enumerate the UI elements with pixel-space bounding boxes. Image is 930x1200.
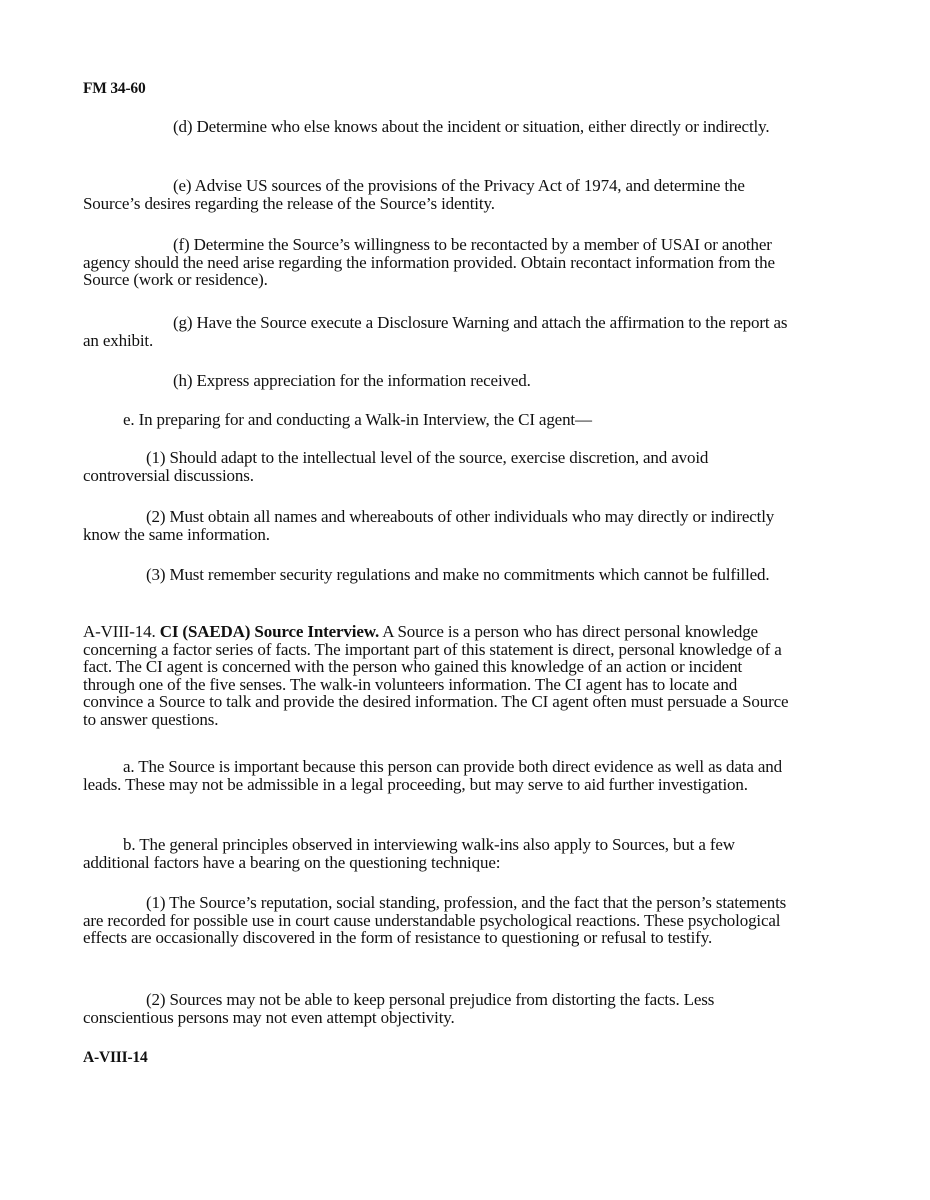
paragraph-e-privacy: (e) Advise US sources of the provisions of the Privacy Act of 1974, and determine the Source’s desires regarding the release of the Source’s identity. [83, 176, 745, 213]
paragraph-d: (d) Determine who else knows about the incident or situation, either directly or indirectly. [173, 117, 770, 136]
paragraph-a: a. The Source is important because this person can provide both direct evidence as well as data and leads. These may not be admissible in a legal proceeding, but may serve to aid further investigation. [83, 757, 782, 794]
section-body: A Source is a person who has direct personal knowledge concerning a factor series of facts. The important part of this statement is direct, personal knowledge of a fact. The CI agent is concerned with the person who gained this knowledge of an action or incident through one of the five senses. The walk-in volunteers information. The CI agent has to locate and convince a Source to talk and provide the desired information. The CI agent often must persuade a Source to answer questions. [83, 622, 789, 729]
paragraph-b-2: (2) Sources may not be able to keep personal prejudice from distorting the facts. Less conscientious persons may not even attempt objectivity. [83, 990, 715, 1027]
paragraph-e-walkin: e. In preparing for and conducting a Walk-in Interview, the CI agent— [123, 410, 592, 429]
paragraph-walkin-2: (2) Must obtain all names and whereabouts of other individuals who may directly or indirectly know the same information. [83, 507, 775, 544]
page-footer: A-VIII-14 [83, 1049, 148, 1066]
section-title: CI (SAEDA) Source Interview. [159, 622, 380, 641]
paragraph-b: b. The general principles observed in interviewing walk-ins also apply to Sources, but a few additional factors have a bearing on the questioning technique: [83, 835, 735, 872]
paragraph-b-1: (1) The Source’s reputation, social standing, profession, and the fact that the person’s statements are recorded for possible use in court cause understandable psychological reactions. These psychological effects are occasionally discovered in the form of resistance to questioning or refusal to testify. [83, 893, 787, 947]
section-a-viii-14 [83, 623, 798, 728]
paragraph-f: (f) Determine the Source’s willingness to be recontacted by a member of USAI or another agency should the need arise regarding the information provided. Obtain recontact information from the Source (work or residence). [83, 235, 775, 289]
paragraph-walkin-1: (1) Should adapt to the intellectual level of the source, exercise discretion, and avoid controversial discussions. [83, 448, 709, 485]
page-header: FM 34-60 [83, 80, 146, 97]
paragraph-g: (g) Have the Source execute a Disclosure Warning and attach the affirmation to the report as an exhibit. [83, 313, 788, 350]
paragraph-h: (h) Express appreciation for the information received. [173, 371, 531, 390]
section-number: A-VIII-14. [83, 622, 156, 641]
paragraph-walkin-3: (3) Must remember security regulations and make no commitments which cannot be fulfilled. [146, 565, 770, 584]
